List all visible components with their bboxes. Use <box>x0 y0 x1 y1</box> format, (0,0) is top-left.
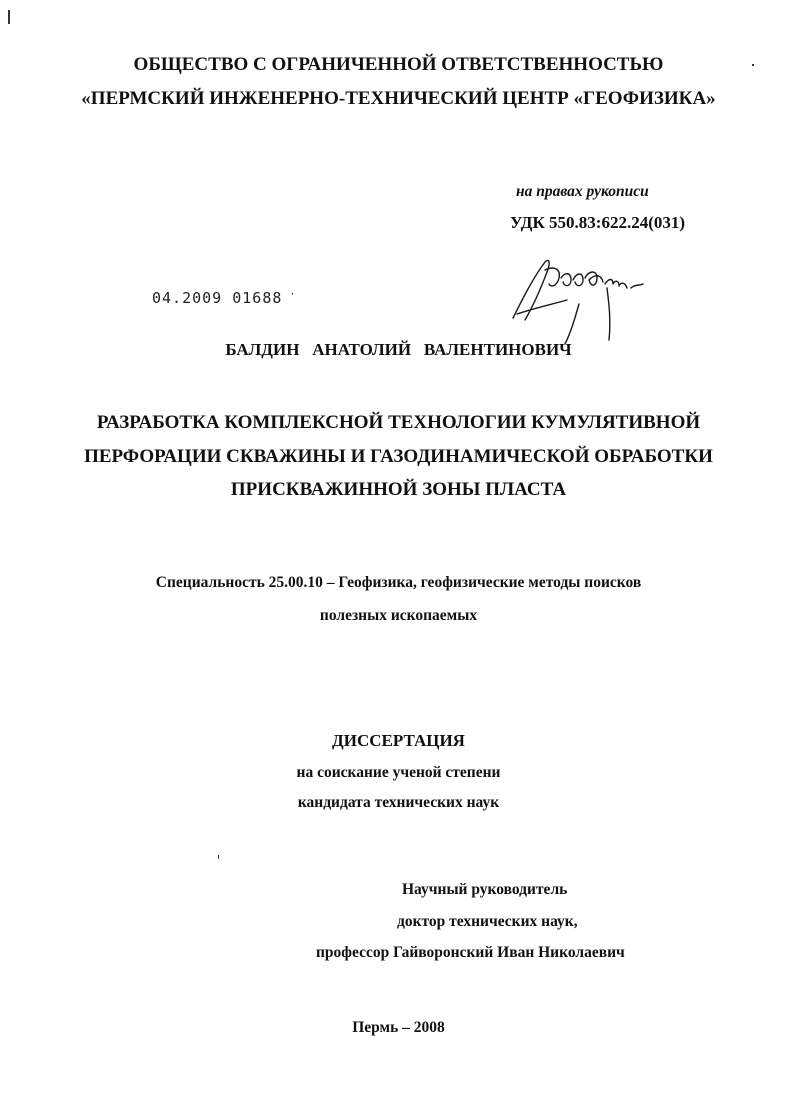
supervisor-degree: доктор технических наук, <box>397 913 578 930</box>
city-year: Пермь – 2008 <box>352 1019 445 1036</box>
dissertation-heading: ДИССЕРТАЦИЯ <box>332 731 465 750</box>
organization-line-1: ОБЩЕСТВО С ОГРАНИЧЕННОЙ ОТВЕТСТВЕННОСТЬЮ <box>133 54 664 75</box>
stamp-mark: · <box>282 289 297 300</box>
manuscript-rights: на правах рукописи <box>516 183 649 200</box>
specialty-line-2: полезных ископаемых <box>319 607 478 624</box>
dissertation-degree-line-2: кандидата технических наук <box>297 794 500 811</box>
signature <box>505 248 655 348</box>
scan-speck <box>218 855 219 859</box>
dissertation-degree-line-1: на соискание ученой степени <box>296 764 501 781</box>
thesis-title-line-1: РАЗРАБОТКА КОМПЛЕКСНОЙ ТЕХНОЛОГИИ КУМУЛЯТИВНОЙ <box>96 412 701 433</box>
thesis-title-line-3: ПРИСКВАЖИННОЙ ЗОНЫ ПЛАСТА <box>230 479 567 500</box>
author-name: БАЛДИН АНАТОЛИЙ ВАЛЕНТИНОВИЧ <box>225 340 572 359</box>
supervisor-name: профессор Гайворонский Иван Николаевич <box>316 944 625 961</box>
supervisor-label: Научный руководитель <box>402 881 568 898</box>
udc-code: УДК 550.83:622.24(031) <box>510 213 686 232</box>
thesis-title-line-2: ПЕРФОРАЦИИ СКВАЖИНЫ И ГАЗОДИНАМИЧЕСКОЙ ОБРАБОТКИ <box>84 446 713 467</box>
scan-mark <box>8 10 10 24</box>
specialty-line-1: Специальность 25.00.10 – Геофизика, геофизические методы поисков <box>155 574 642 591</box>
organization-line-2: «ПЕРМСКИЙ ИНЖЕНЕРНО-ТЕХНИЧЕСКИЙ ЦЕНТР «ГЕОФИЗИКА» <box>81 88 716 109</box>
stamp-number: 04.2009 01688 <box>152 289 283 307</box>
archive-stamp-number <box>152 289 296 307</box>
